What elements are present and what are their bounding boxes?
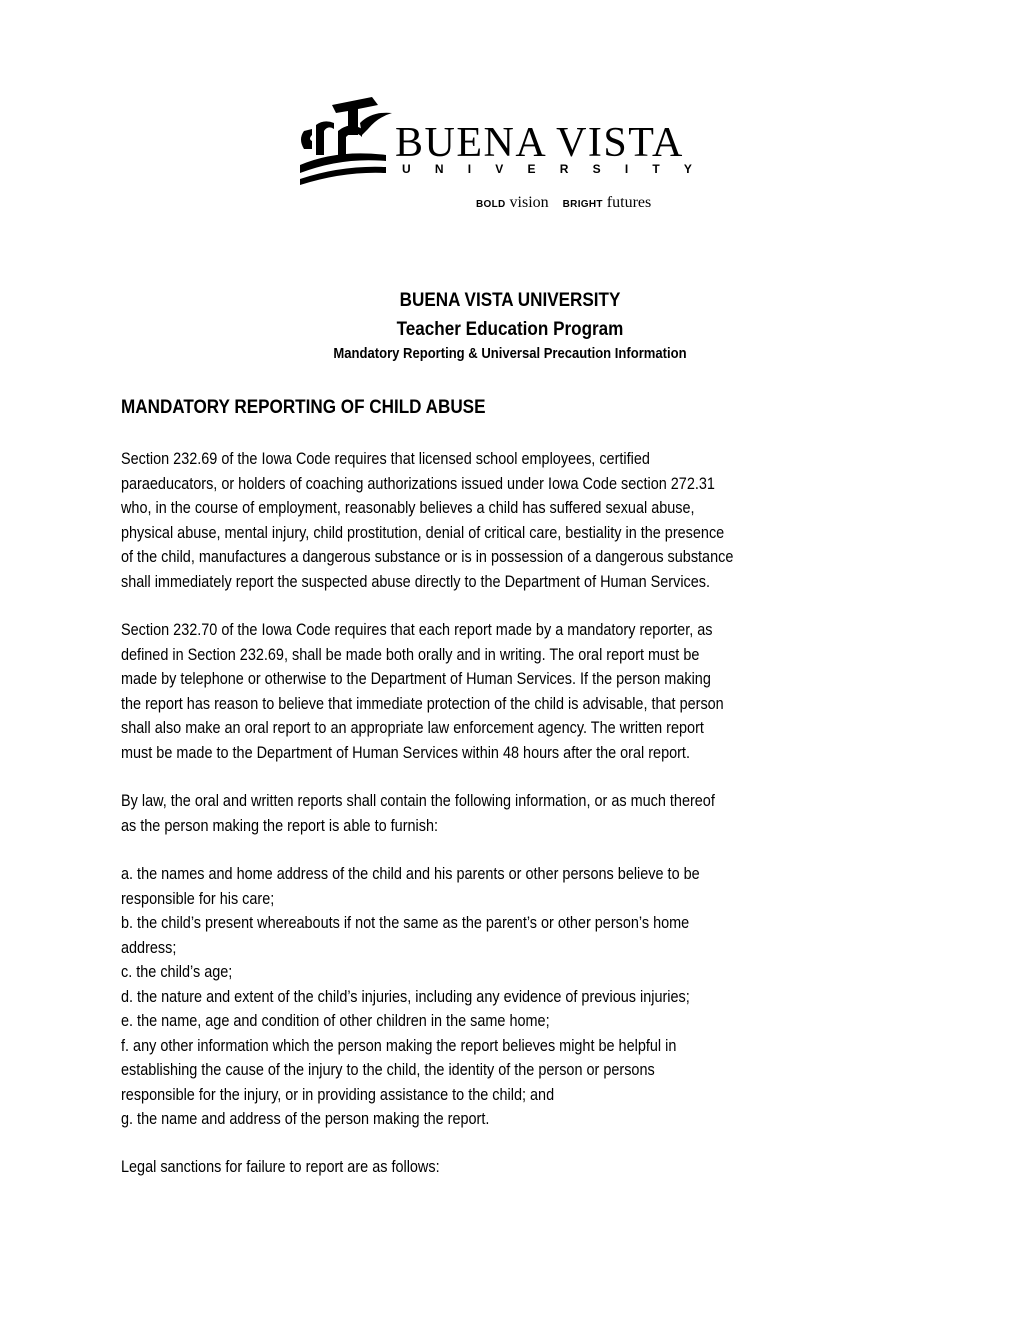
tagline-bold-1: BOLD [476, 199, 506, 210]
university-emblem-icon [298, 95, 393, 185]
logo-university-text [402, 163, 692, 175]
text-line: of the child, manufactures a dangerous substance or is in possession of a dangerous substance [121, 548, 734, 566]
list-item: e. the name, age and condition of other children in the same home; [121, 1012, 550, 1030]
text-line: paraeducators, or holders of coaching authorizations issued under Iowa Code section 272.31 [121, 474, 715, 493]
list-item: c. the child’s age; [121, 963, 233, 981]
logo-letter: S [592, 162, 601, 176]
paragraph-report-contents [121, 789, 900, 838]
list-item: b. the child’s present whereabouts if not the same as the parent’s or other person’s home [121, 914, 690, 932]
logo-wordmark: BUENA VISTA [395, 120, 684, 166]
university-logo [298, 95, 698, 220]
list-item: a. the names and home address of the child and his parents or other persons believe to be [121, 865, 700, 883]
logo-tagline [476, 195, 651, 211]
text-line: the report has reason to believe that immediate protection of the child is advisable, that person [121, 694, 724, 713]
list-item: responsible for the injury, or in providing assistance to the child; and [121, 1085, 555, 1104]
text-line: Legal sanctions for failure to report are as follows: [121, 1158, 440, 1176]
list-item: address; [121, 938, 177, 957]
tagline-bold-2: BRIGHT [562, 199, 603, 210]
paragraph-section-232-69 [121, 447, 900, 594]
section-heading: MANDATORY REPORTING OF CHILD ABUSE [121, 397, 486, 418]
report-information-list [121, 862, 900, 1132]
document-header [0, 286, 1020, 364]
list-item: responsible for his care; [121, 889, 275, 908]
logo-letter: V [495, 162, 504, 176]
text-line: Section 232.69 of the Iowa Code requires that licensed school employees, certified [121, 450, 650, 468]
paragraph-legal-sanctions [121, 1155, 900, 1180]
text-line: physical abuse, mental injury, child prostitution, denial of critical care, bestiality in the presence [121, 523, 725, 542]
text-line: By law, the oral and written reports shall contain the following information, or as much thereof [121, 792, 715, 810]
program-title: Teacher Education Program [396, 319, 624, 340]
text-line: must be made to the Department of Human Services within 48 hours after the oral report. [121, 743, 690, 762]
list-item: f. any other information which the person making the report believes might be helpful in [121, 1036, 677, 1055]
text-line: shall immediately report the suspected abuse directly to the Department of Human Services. [121, 572, 711, 591]
document-title: BUENA VISTA UNIVERSITY [399, 290, 621, 311]
logo-letter: I [624, 162, 629, 176]
tagline-word-2: futures [606, 194, 652, 211]
text-line: as the person making the report is able to furnish: [121, 816, 439, 835]
list-item: establishing the cause of the injury to the child, the identity of the person or persons [121, 1061, 655, 1079]
text-line: made by telephone or otherwise to the Department of Human Services. If the person making [121, 670, 711, 688]
tagline-word-1: vision [509, 194, 549, 211]
text-line: who, in the course of employment, reasonably believes a child has suffered sexual abuse, [121, 499, 695, 517]
logo-letter: Y [683, 162, 692, 176]
logo-letter: R [559, 162, 569, 176]
logo-letter: N [434, 162, 444, 176]
paragraph-section-232-70 [121, 618, 900, 765]
text-line: Section 232.70 of the Iowa Code requires that each report made by a mandatory reporter, as [121, 621, 713, 639]
logo-letter: I [467, 162, 472, 176]
text-line: shall also make an oral report to an appropriate law enforcement agency. The written report [121, 719, 704, 737]
list-item: d. the nature and extent of the child’s injuries, including any evidence of previous injuries; [121, 987, 690, 1006]
logo-letter: U [402, 162, 411, 176]
list-item: g. the name and address of the person making the report. [121, 1110, 490, 1128]
document-subheading: Mandatory Reporting & Universal Precaution Information [333, 346, 687, 362]
text-line: defined in Section 232.69, shall be made both orally and in writing. The oral report must be [121, 645, 700, 664]
logo-letter: E [527, 162, 536, 176]
logo-letter: T [652, 162, 660, 176]
